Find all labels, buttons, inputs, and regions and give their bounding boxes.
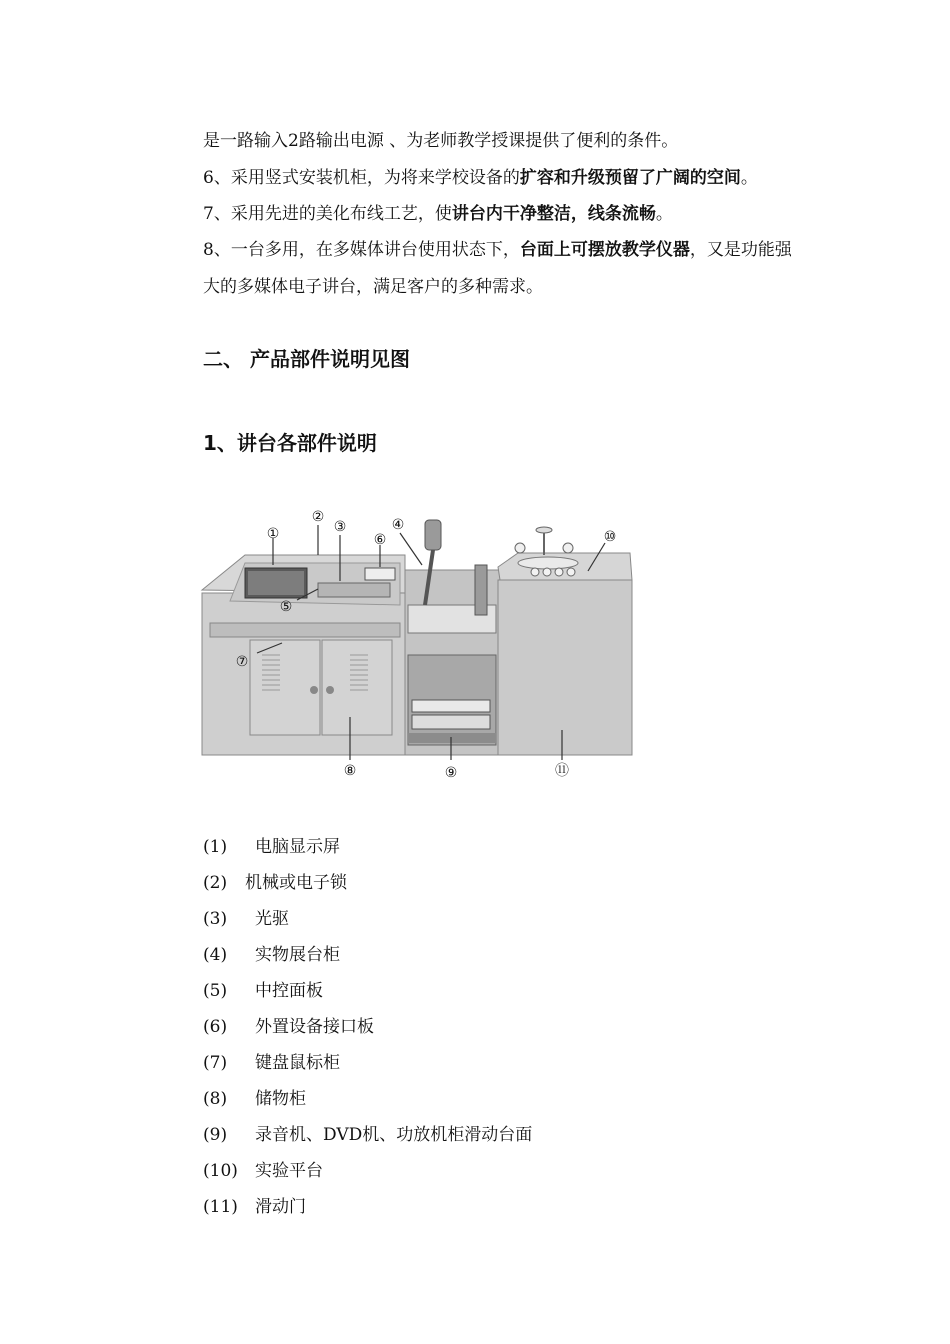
list-item-label: 录音机、DVD机、功放机柜滑动台面: [255, 1125, 533, 1145]
paragraph-text: 8、一台多用，在多媒体讲台使用状态下，: [203, 240, 520, 260]
list-item-label: 键盘鼠标柜: [255, 1053, 340, 1073]
list-item-label: 滑动门: [255, 1197, 306, 1217]
list-item-number: (4): [203, 945, 228, 965]
callout-7: ⑦: [235, 654, 249, 670]
list-item-number: (10): [203, 1161, 238, 1181]
list-item-label: 外置设备接口板: [255, 1017, 374, 1037]
lectern-figure: [200, 505, 645, 785]
paragraph-item-7: [203, 202, 873, 226]
list-item-label: 实验平台: [255, 1161, 323, 1181]
list-item-number: (11): [203, 1197, 238, 1217]
paragraph-item-8-continued: [203, 275, 873, 299]
callout-2: ②: [311, 509, 325, 525]
sub-heading: 1、讲台各部件说明: [203, 431, 377, 455]
callout-8: ⑧: [343, 763, 357, 779]
paragraph-item-8: [203, 238, 873, 262]
list-item-number: (9): [203, 1125, 228, 1145]
list-item-number: (5): [203, 981, 228, 1001]
paragraph-text: 7、采用先进的美化布线工艺，使: [203, 204, 452, 224]
list-item-number: (1): [203, 837, 228, 857]
paragraph-text: 6、采用竖式安装机柜，为将来学校设备的: [203, 168, 520, 188]
list-item-number: (6): [203, 1017, 228, 1037]
list-item-label: 机械或电子锁: [245, 873, 347, 893]
list-item-label: 中控面板: [255, 981, 323, 1001]
paragraph-text: 大的多媒体电子讲台，满足客户的多种需求。: [203, 277, 543, 297]
callout-4: ④: [391, 517, 405, 533]
list-item-label: 电脑显示屏: [255, 837, 340, 857]
section-heading: 二、 产品部件说明见图: [203, 347, 410, 371]
paragraph-emphasis: 扩容和升级预留了广阔的空间: [519, 168, 741, 188]
list-item-label: 储物柜: [255, 1089, 306, 1109]
list-item-number: (3): [203, 909, 228, 929]
callout-6: ⑥: [373, 532, 387, 548]
list-item-label: 光驱: [255, 909, 289, 929]
paragraph-text: 是一路输入2路输出电源 、为老师教学授课提供了便利的条件。: [203, 131, 679, 151]
list-item-label: 实物展台柜: [255, 945, 340, 965]
list-item-number: (7): [203, 1053, 228, 1073]
list-item-number: (2): [203, 873, 228, 893]
callout-3: ③: [333, 519, 347, 535]
paragraph-line-1: [203, 129, 873, 153]
list-item-number: (8): [203, 1089, 228, 1109]
paragraph-emphasis: 讲台内干净整洁，线条流畅: [451, 204, 656, 224]
callout-9: ⑨: [444, 765, 458, 781]
paragraph-item-6: [203, 166, 873, 190]
callout-11: ⑪: [555, 763, 569, 779]
callout-1: ①: [266, 526, 280, 542]
callout-10: ⑩: [603, 529, 617, 545]
paragraph-text: ，又是功能强: [689, 240, 792, 260]
paragraph-text: 。: [655, 204, 673, 224]
callout-5: ⑤: [279, 599, 293, 615]
paragraph-emphasis: 台面上可摆放教学仪器: [519, 240, 690, 260]
paragraph-text: 。: [740, 168, 758, 188]
